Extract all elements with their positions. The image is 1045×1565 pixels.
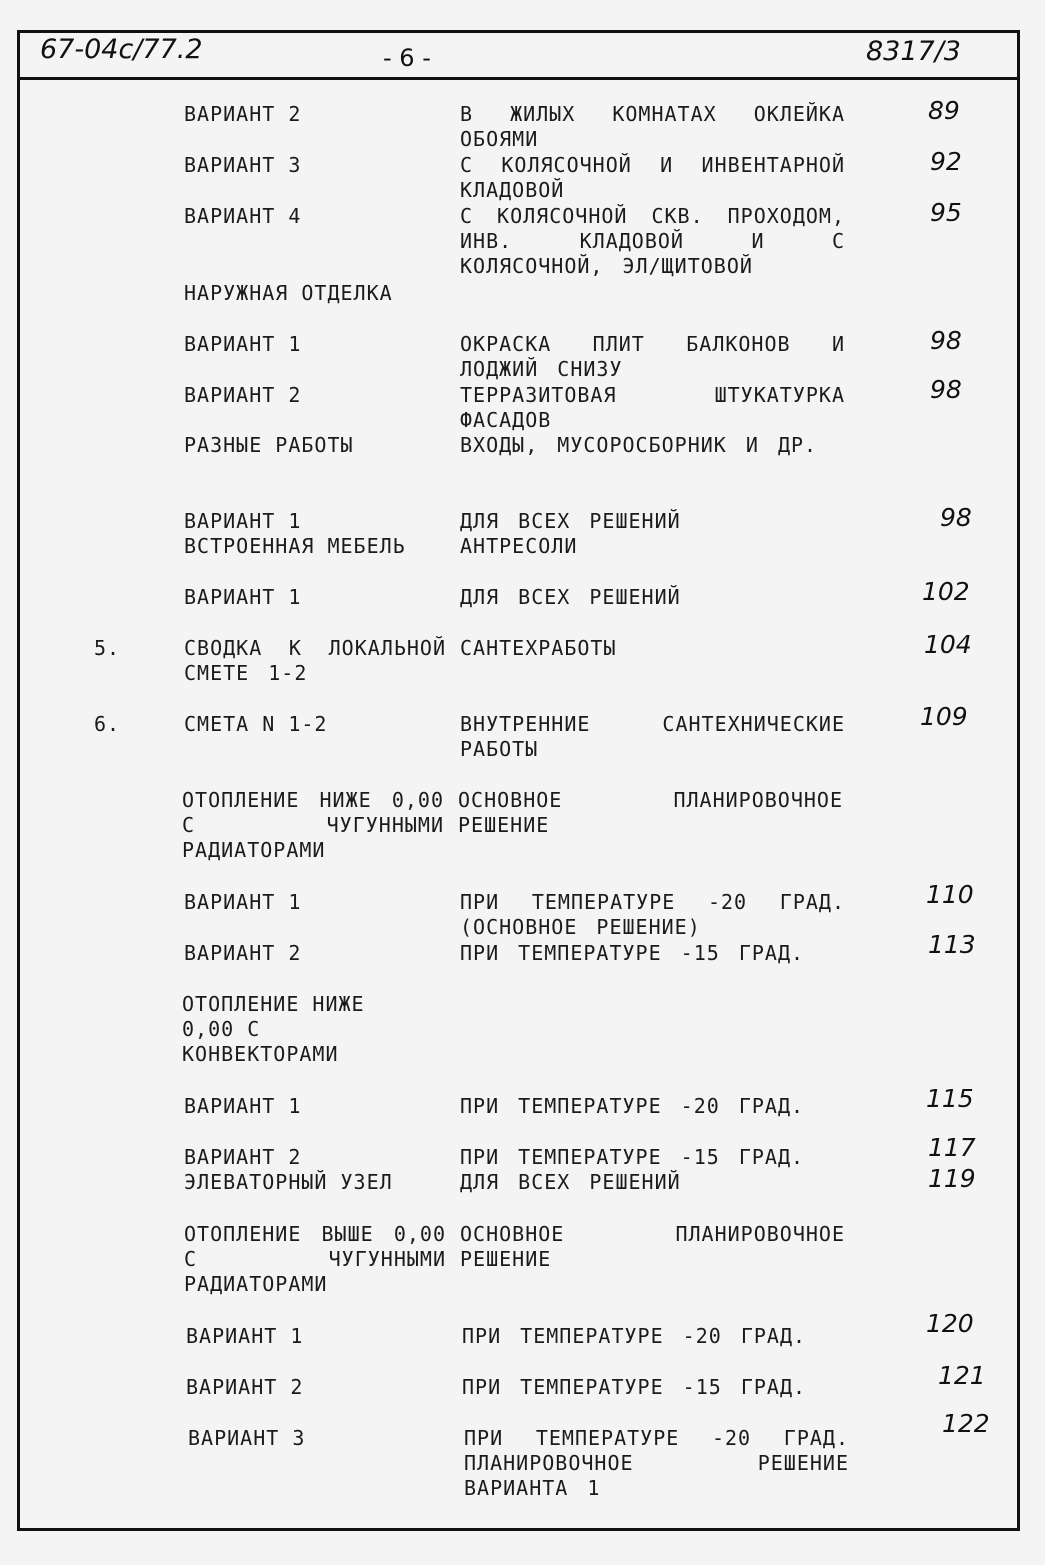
header-divider xyxy=(17,77,1020,80)
entry-description: С КОЛЯСОЧНОЙ СКВ. ПРОХОДОМ, ИНВ. КЛАДОВОЙ И С КОЛЯСОЧНОЙ, ЭЛ/ЩИТОВОЙ xyxy=(460,204,845,278)
page-ref: 98 xyxy=(930,326,962,355)
entry-description: ПРИ ТЕМПЕРАТУРЕ -20 ГРАД. ПЛАНИРОВОЧНОЕ РЕШЕНИЕ ВАРИАНТА 1 xyxy=(464,1426,849,1500)
variant-label: ВАРИАНТ 1 xyxy=(184,1094,302,1118)
variant-label: ВАРИАНТ 1 xyxy=(184,332,302,356)
page-ref: 102 xyxy=(922,577,970,606)
entry-description: ОСНОВНОЕ ПЛАНИРОВОЧНОЕ РЕШЕНИЕ xyxy=(460,1222,845,1271)
variant-label: ВАРИАНТ 4 xyxy=(184,204,302,228)
page-ref: 109 xyxy=(920,702,968,731)
variant-label: ВАРИАНТ 1 xyxy=(184,509,302,533)
variant-label: ВАРИАНТ 2 xyxy=(184,383,302,407)
section-heading: НАРУЖНАЯ ОТДЕЛКА xyxy=(184,281,393,305)
page-ref: 92 xyxy=(930,147,962,176)
page-ref: 113 xyxy=(928,930,976,959)
variant-label: ВАРИАНТ 3 xyxy=(184,153,302,177)
section-heading: ВСТРОЕННАЯ МЕБЕЛЬ xyxy=(184,534,406,558)
page-ref: 117 xyxy=(928,1133,976,1162)
entry-description: ПРИ ТЕМПЕРАТУРЕ -15 ГРАД. xyxy=(462,1375,807,1399)
entry-description: ВНУТРЕННИЕ САНТЕХНИЧЕСКИЕ РАБОТЫ xyxy=(460,712,845,761)
archive-number: 8317/3 xyxy=(866,36,961,67)
page-ref: 95 xyxy=(930,198,962,227)
entry-description: ДЛЯ ВСЕХ РЕШЕНИЙ xyxy=(460,509,681,533)
entry-description: САНТЕХРАБОТЫ xyxy=(460,636,617,660)
item-number: 6. xyxy=(94,712,121,736)
variant-label: ВАРИАНТ 1 xyxy=(184,890,302,914)
page-ref: 89 xyxy=(928,96,960,125)
page-ref: 119 xyxy=(928,1164,976,1193)
page-ref: 110 xyxy=(926,880,974,909)
section-heading: ОТОПЛЕНИЕ НИЖЕ 0,00 С КОНВЕКТОРАМИ xyxy=(182,992,365,1066)
section-heading: ОТОПЛЕНИЕ ВЫШЕ 0,00 С ЧУГУННЫМИ РАДИАТОРАМИ xyxy=(184,1222,446,1296)
page-ref: 121 xyxy=(938,1361,986,1390)
page-ref: 122 xyxy=(942,1409,990,1438)
entry-description: АНТРЕСОЛИ xyxy=(460,534,578,558)
entry-description: ОСНОВНОЕ ПЛАНИРОВОЧНОЕ РЕШЕНИЕ xyxy=(458,788,843,837)
document-code: 67-04с/77.2 xyxy=(40,34,203,65)
page-ref: 115 xyxy=(926,1084,974,1113)
variant-label: ВАРИАНТ 1 xyxy=(184,585,302,609)
entry-description: ПРИ ТЕМПЕРАТУРЕ -15 ГРАД. xyxy=(460,941,805,965)
entry-description: С КОЛЯСОЧНОЙ И ИНВЕНТАРНОЙ КЛАДОВОЙ xyxy=(460,153,845,202)
section-heading: ЭЛЕВАТОРНЫЙ УЗЕЛ xyxy=(184,1170,393,1194)
page-ref: 98 xyxy=(930,375,962,404)
entry-description: ТЕРРАЗИТОВАЯ ШТУКАТУРКА ФАСАДОВ xyxy=(460,383,845,432)
entry-description: ПРИ ТЕМПЕРАТУРЕ -20 ГРАД. xyxy=(462,1324,807,1348)
entry-description: ДЛЯ ВСЕХ РЕШЕНИЙ xyxy=(460,585,681,609)
variant-label: ВАРИАНТ 2 xyxy=(184,1145,302,1169)
entry-description: ПРИ ТЕМПЕРАТУРЕ -20 ГРАД. (ОСНОВНОЕ РЕШЕНИЕ) xyxy=(460,890,845,939)
section-heading: РАЗНЫЕ РАБОТЫ xyxy=(184,433,354,457)
item-number: 5. xyxy=(94,636,121,660)
entry-description: В ЖИЛЫХ КОМНАТАХ ОКЛЕЙКА ОБОЯМИ xyxy=(460,102,845,151)
entry-description: ВХОДЫ, МУСОРОСБОРНИК И ДР. xyxy=(460,433,818,457)
variant-label: ВАРИАНТ 1 xyxy=(186,1324,304,1348)
entry-description: ПРИ ТЕМПЕРАТУРЕ -15 ГРАД. xyxy=(460,1145,805,1169)
section-heading: СМЕТА N 1-2 xyxy=(184,712,328,736)
entry-description: ПРИ ТЕМПЕРАТУРЕ -20 ГРАД. xyxy=(460,1094,805,1118)
variant-label: ВАРИАНТ 2 xyxy=(184,102,302,126)
section-heading: ОТОПЛЕНИЕ НИЖЕ 0,00 С ЧУГУННЫМИ РАДИАТОРАМИ xyxy=(182,788,444,862)
page-ref: 104 xyxy=(924,630,972,659)
page-number-header: - 6 - xyxy=(383,44,431,72)
entry-description: ДЛЯ ВСЕХ РЕШЕНИЙ xyxy=(460,1170,681,1194)
entry-description: ОКРАСКА ПЛИТ БАЛКОНОВ И ЛОДЖИЙ СНИЗУ xyxy=(460,332,845,381)
page-ref: 98 xyxy=(940,503,972,532)
page-ref: 120 xyxy=(926,1309,974,1338)
section-heading: СВОДКА К ЛОКАЛЬНОЙ СМЕТЕ 1-2 xyxy=(184,636,446,685)
variant-label: ВАРИАНТ 2 xyxy=(184,941,302,965)
variant-label: ВАРИАНТ 3 xyxy=(188,1426,306,1450)
variant-label: ВАРИАНТ 2 xyxy=(186,1375,304,1399)
